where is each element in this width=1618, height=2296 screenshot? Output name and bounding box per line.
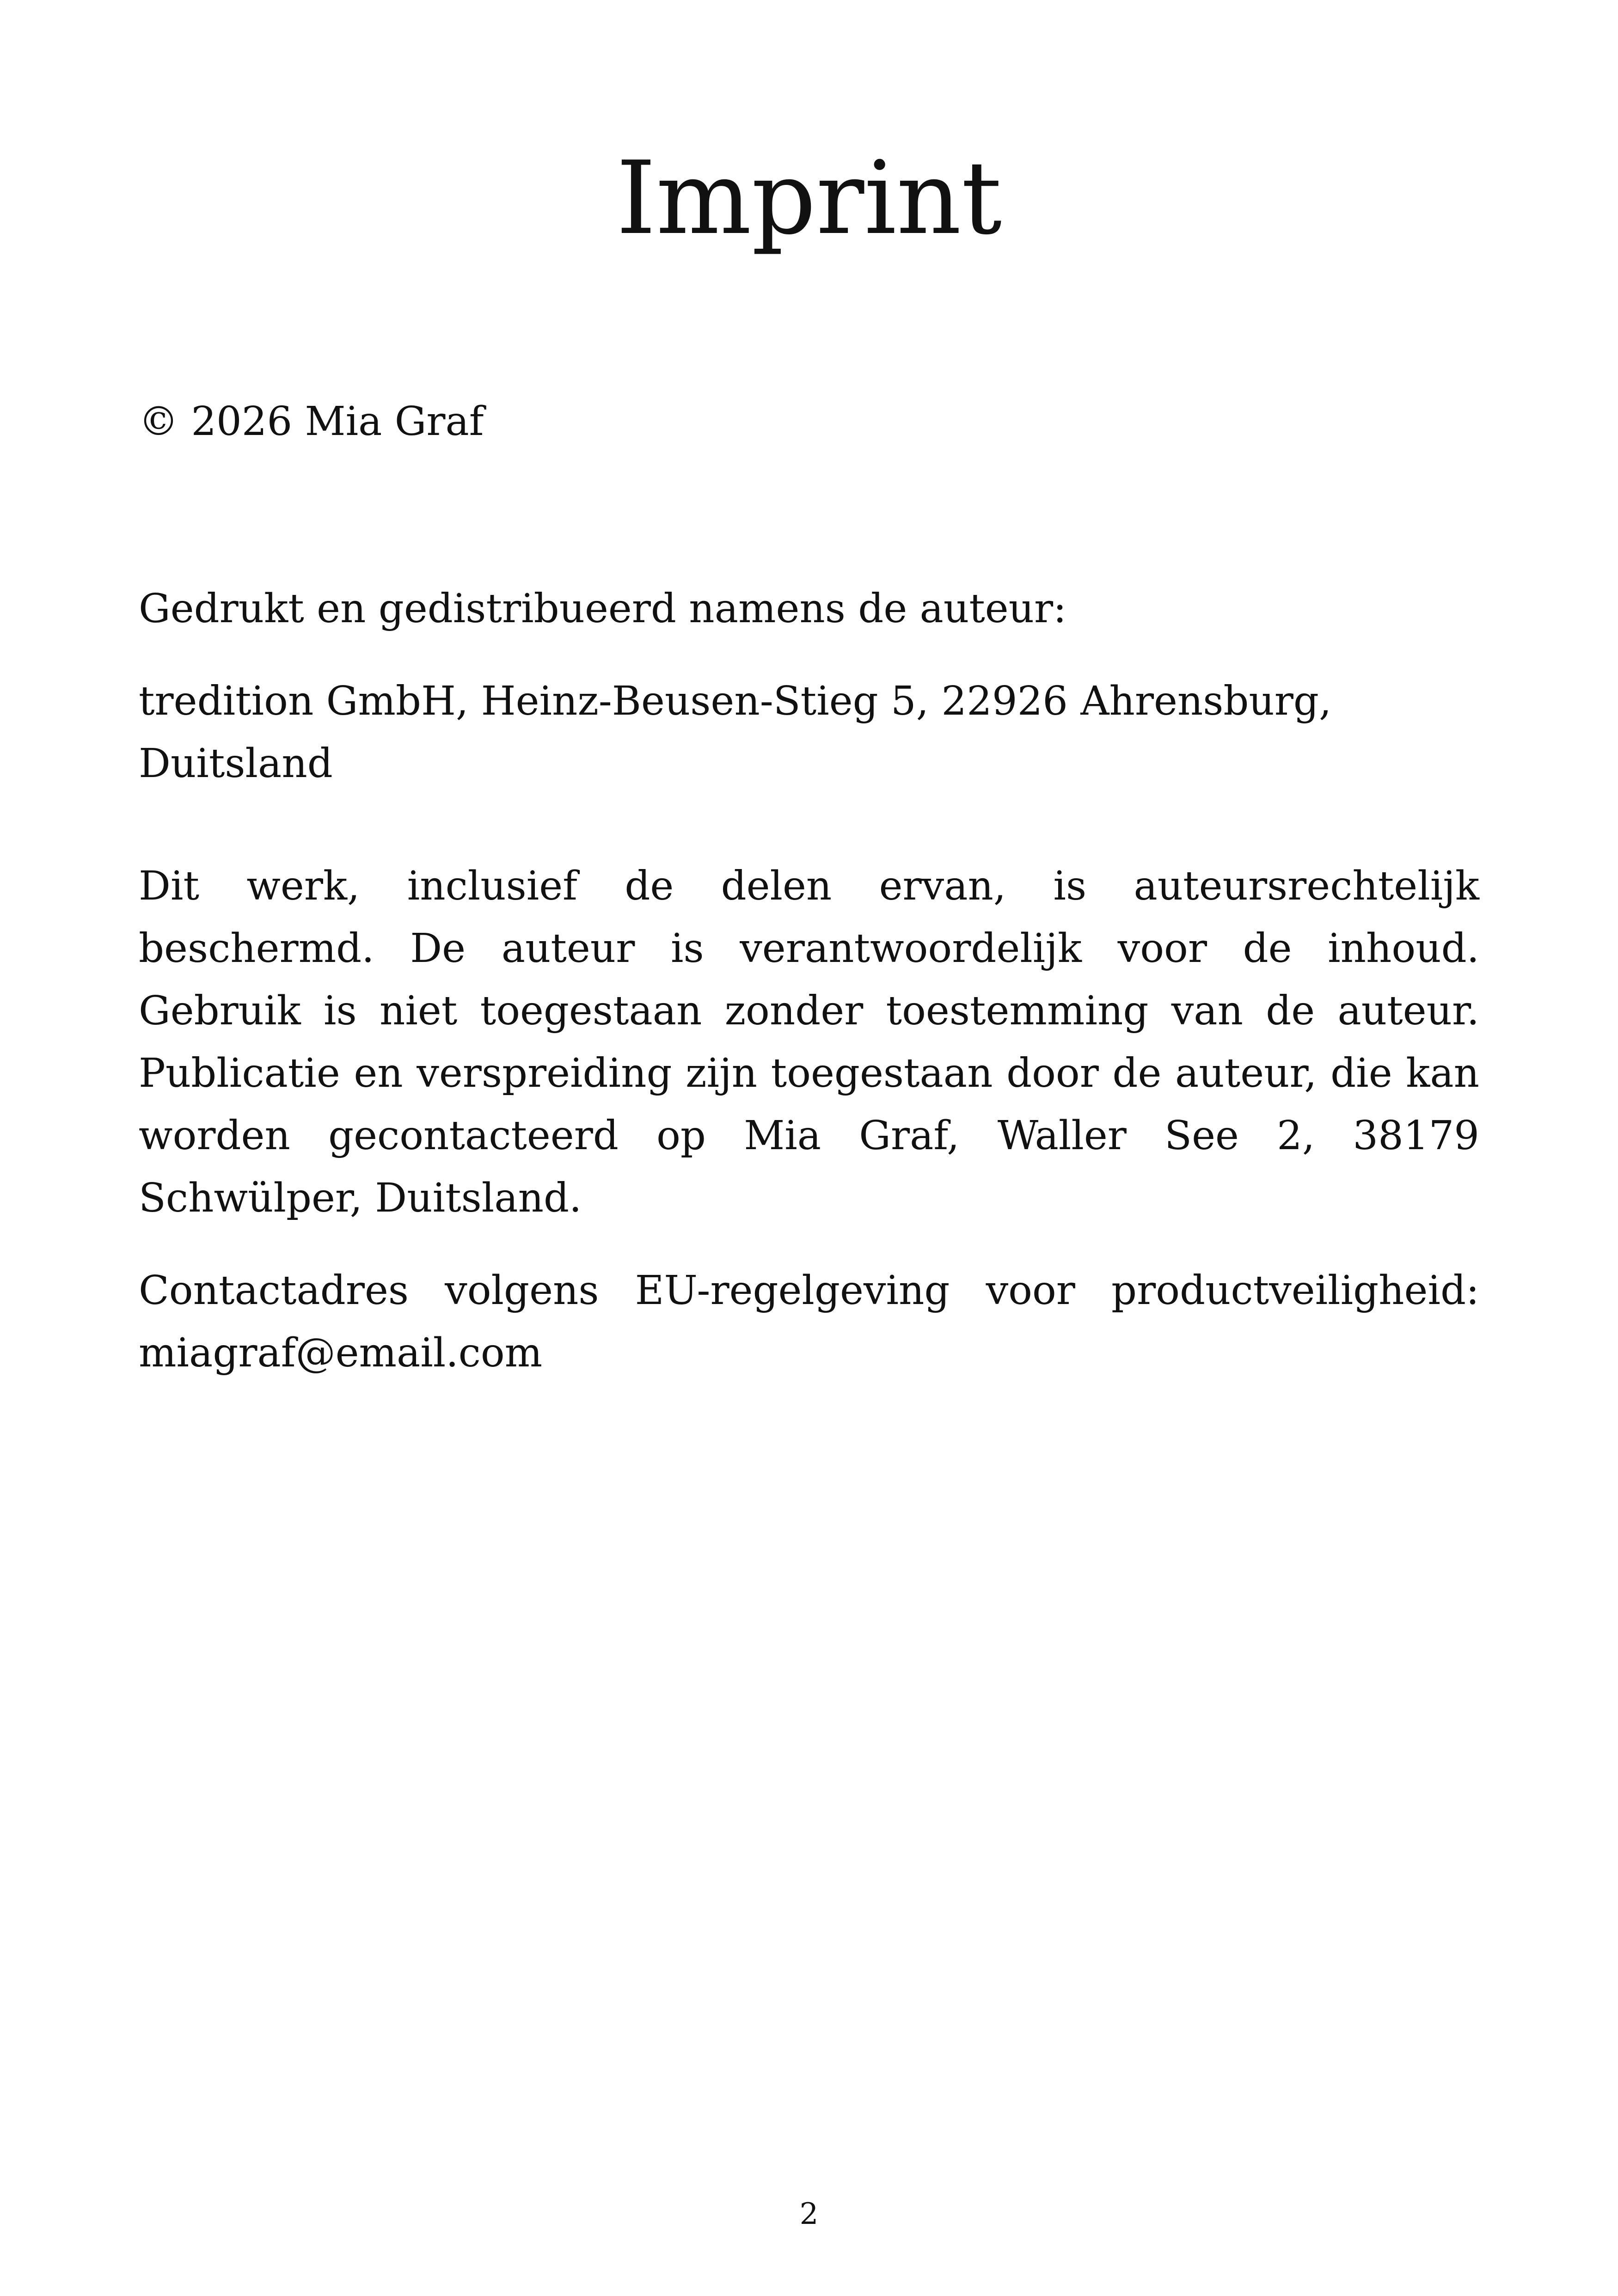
publisher-address: tredition GmbH, Heinz-Beusen-Stieg 5, 22926 Ahrensburg, Duitsland: [139, 678, 1332, 787]
copyright-notice-paragraph: Dit werk, inclusief de delen ervan, is auteursrechtelijk beschermd. De auteur is verantwoordelijk voor de inhoud. Gebruik is niet toegestaan zonder toestemming van de auteur. Publicatie en verspreiding zijn toegestaan door de auteur, die kan worden gecontacteerd op Mia Graf, Waller See 2, 38179 Schwülper, Duitsland.: [139, 863, 1479, 1221]
copyright-line: © 2026 Mia Graf: [139, 398, 484, 445]
printed-by-label: Gedrukt en gedistribueerd namens de auteur:: [139, 586, 1067, 632]
contact-paragraph: Contactadres volgens EU-regelgeving voor productveiligheid: miagraf@email.com: [139, 1267, 1479, 1376]
page-title: Imprint: [616, 140, 1002, 257]
page-number: 2: [799, 2197, 819, 2231]
